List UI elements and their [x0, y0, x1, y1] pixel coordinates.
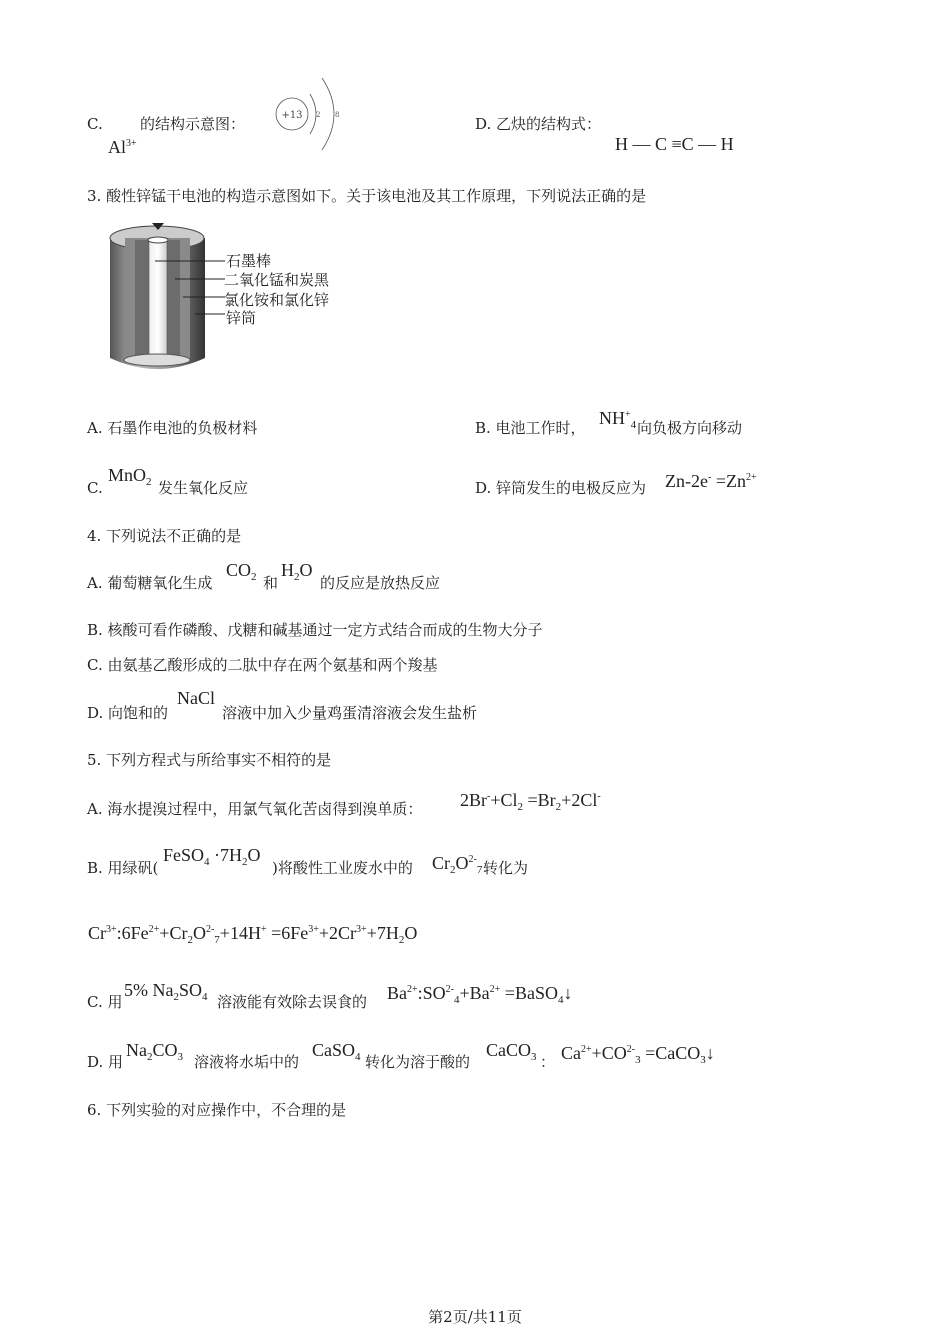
formula-part: CO [226, 560, 252, 580]
q4-option-d-pre: D. 向饱和的 [87, 704, 169, 722]
q5-option-c-mid: 溶液能有效除去误食的 [217, 993, 368, 1011]
atom-structure-diagram [270, 74, 350, 154]
q5-option-b-post: 转化为 [483, 859, 529, 877]
q3-option-b-pre: B. 电池工作时， [475, 419, 586, 437]
q5-option-b-pre: B. 用绿矾( [87, 859, 159, 877]
q5-option-d-mid2: 转化为溶于酸的 [365, 1053, 471, 1071]
formula-part: 4 [202, 991, 208, 1003]
formula-part: 2+ [745, 472, 757, 483]
formula-part: O [404, 923, 418, 943]
q4-option-a-post: 的反应是放热反应 [320, 574, 441, 592]
formula-part: +Cl [490, 790, 518, 810]
formula-part: O [455, 853, 469, 873]
formula-part: - [597, 791, 601, 802]
label-mno2-carbon: 二氧化锰和炭黑 [224, 271, 330, 289]
q4-option-a-mid: 和 [263, 574, 279, 592]
q5-option-c-pre: C. 用 [87, 993, 123, 1011]
formula-part: =6Fe [266, 923, 309, 943]
formula-part: 5% Na [124, 980, 174, 1000]
q6-stem: 6. 下列实验的对应操作中，不合理的是 [87, 1101, 347, 1119]
formula-na2co3 [126, 1040, 183, 1067]
formula-cr2o7 [432, 850, 482, 880]
formula-nh4 [599, 405, 636, 435]
formula-part: :SO [417, 983, 446, 1003]
formula-zinc-reaction [665, 468, 757, 491]
formula-part: 2 [398, 934, 405, 946]
formula-part: 2Br [460, 790, 487, 810]
formula-part: 2 [517, 801, 524, 813]
formula-part: 2 [450, 864, 456, 876]
page-footer: 第2页/共11页 [428, 1308, 522, 1326]
formula-part: +Ba [459, 983, 490, 1003]
formula-part: NH [599, 408, 625, 428]
q2-option-d-text: D. 乙炔的结构式： [475, 115, 602, 133]
formula-part: +CO [591, 1043, 627, 1063]
formula-part: H [281, 560, 294, 580]
formula-part: + [625, 409, 631, 420]
formula-part: 2- [205, 924, 215, 935]
formula-part: 2 [187, 934, 193, 946]
formula-part: Al [108, 137, 126, 157]
q3-option-c-pre: C. [87, 479, 103, 497]
formula-part: 3 [700, 1054, 706, 1066]
formula-na2so4 [124, 980, 208, 1007]
formula-baso4-reaction [387, 980, 572, 1010]
formula-part: 3+ [106, 924, 117, 935]
formula-part: 2 [294, 571, 300, 583]
formula-part: SO [178, 980, 202, 1000]
formula-al3 [108, 134, 137, 157]
formula-part: ·7H [209, 845, 243, 865]
formula-part: CO [152, 1040, 178, 1060]
q5-option-d-mid1: 溶液将水垢中的 [194, 1053, 300, 1071]
formula-part: NaCl [177, 688, 215, 708]
formula-part: 3+ [308, 924, 319, 935]
formula-caco3-reaction [561, 1040, 715, 1070]
q3-option-c-post: 发生氧化反应 [158, 479, 249, 497]
formula-part: + [260, 924, 267, 935]
formula-part: =CaCO [640, 1043, 701, 1063]
formula-part: 2 [251, 571, 257, 583]
q4-option-a-pre: A. 葡萄糖氧化生成 [87, 574, 213, 592]
formula-part: =Br [523, 790, 556, 810]
formula-h2o [281, 560, 313, 587]
formula-part: 4 [204, 856, 210, 868]
q4-option-c: C. 由氨基乙酸形成的二肽中存在两个氨基和两个羧基 [87, 656, 438, 674]
formula-part: 3+ [126, 138, 137, 149]
q5-stem: 5. 下列方程式与所给事实不相符的是 [87, 751, 332, 769]
formula-part: +Cr [159, 923, 188, 943]
q3-option-d-pre: D. 锌筒发生的电极反应为 [475, 479, 647, 497]
formula-part: +7H [366, 923, 399, 943]
formula-part: 3 [635, 1054, 641, 1066]
formula-part: 3+ [356, 924, 367, 935]
formula-nacl [177, 688, 215, 708]
formula-part: Cr [432, 853, 450, 873]
formula-part: 2 [242, 856, 248, 868]
formula-part: Ca [561, 1043, 581, 1063]
formula-part: 2 [555, 801, 562, 813]
formula-part: O [247, 845, 261, 865]
formula-part: CaSO [312, 1040, 356, 1060]
formula-part: 3 [177, 1051, 184, 1063]
formula-part: 2 [147, 1051, 153, 1063]
formula-part: O [192, 923, 206, 943]
formula-part: 4 [454, 994, 460, 1006]
q3-stem: 3. 酸性锌锰干电池的构造示意图如下。关于该电池及其工作原理，下列说法正确的是 [87, 187, 647, 205]
formula-part: +2Cl [561, 790, 598, 810]
formula-part: 2+ [407, 984, 418, 995]
formula-part: :6Fe [116, 923, 149, 943]
formula-part: +2Cr [318, 923, 357, 943]
formula-part: =Zn [711, 471, 746, 491]
formula-part: CaCO [486, 1040, 531, 1060]
q2-option-c-text: 的结构示意图： [140, 115, 246, 133]
label-nh4cl-zncl2: 氯化铵和氯化锌 [224, 291, 330, 309]
formula-part: H — C ≡C — H [615, 134, 734, 154]
q4-option-b: B. 核酸可看作磷酸、戊糖和碱基通过一定方式结合而成的生物大分子 [87, 621, 543, 639]
formula-part: 2+ [581, 1044, 592, 1055]
formula-part: Cr [88, 923, 106, 943]
formula-part: 4 [557, 994, 564, 1006]
shell-1-electrons: 2 [316, 111, 321, 119]
formula-part: MnO [108, 465, 147, 485]
formula-part: 4 [630, 419, 637, 431]
formula-bromine-reaction [460, 787, 601, 817]
formula-caco3 [486, 1040, 537, 1067]
formula-part: 2+ [489, 984, 501, 995]
q2-option-c-label: C. [87, 115, 103, 133]
label-graphite-rod: 石墨棒 [226, 252, 272, 270]
formula-part: Na [126, 1040, 147, 1060]
diagram-leader-lines [150, 250, 230, 320]
formula-part: =BaSO [500, 983, 558, 1003]
nucleus-charge: +13 [281, 110, 303, 121]
formula-part: - [707, 472, 712, 483]
formula-part: Zn-2e [665, 471, 708, 491]
formula-dichromate-reaction [88, 920, 417, 950]
formula-caso4 [312, 1040, 361, 1067]
formula-part: O [299, 560, 313, 580]
formula-part: 2- [626, 1044, 636, 1055]
formula-part: FeSO [163, 845, 205, 865]
q4-stem: 4. 下列说法不正确的是 [87, 527, 242, 545]
formula-part: ↓ [705, 1043, 715, 1063]
formula-part: 2- [445, 984, 454, 995]
formula-part: 2- [468, 854, 477, 865]
q3-option-b-post: 向负极方向移动 [637, 419, 743, 437]
formula-part: 4 [355, 1051, 361, 1063]
q3-option-a: A. 石墨作电池的负极材料 [87, 419, 258, 437]
q5-option-b-mid: )将酸性工业废水中的 [272, 859, 413, 877]
formula-part: - [487, 791, 491, 802]
label-zinc-can: 锌筒 [226, 309, 257, 327]
formula-feso4-7h2o [163, 845, 261, 872]
formula-part: 7 [214, 934, 220, 946]
formula-part: Ba [387, 983, 407, 1003]
formula-part: 7 [476, 864, 483, 876]
formula-part: 2 [146, 476, 152, 488]
formula-part: 2+ [148, 924, 160, 935]
shell-2-electrons: 8 [335, 111, 340, 119]
q4-option-d-post: 溶液中加入少量鸡蛋清溶液会发生盐析 [222, 704, 478, 722]
q5-option-d-sep: ： [540, 1053, 556, 1071]
q5-option-d-pre: D. 用 [87, 1053, 124, 1071]
formula-mno2 [108, 465, 152, 492]
formula-part: 3 [531, 1051, 537, 1063]
formula-part: +14H [219, 923, 261, 943]
formula-part: ↓ [563, 983, 573, 1003]
formula-part: 2 [173, 991, 179, 1003]
q5-option-a-pre: A. 海水提溴过程中，用氯气氧化苦卤得到溴单质： [87, 800, 423, 818]
acetylene-structure-formula [615, 134, 734, 154]
formula-co2 [226, 560, 257, 587]
